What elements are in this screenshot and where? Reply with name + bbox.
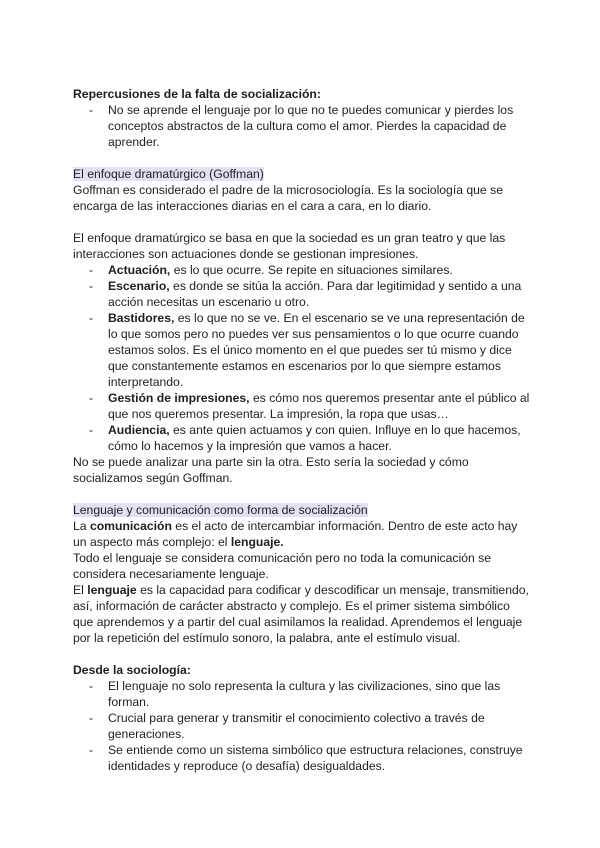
dash-bullet: -	[89, 391, 94, 405]
list-item	[73, 310, 533, 390]
term: Gestión de impresiones,	[108, 391, 250, 405]
term: Actuación,	[108, 263, 171, 277]
list-item	[73, 422, 533, 454]
list-item-text: El lenguaje no solo representa la cultura y las civilizaciones, sino que las forman.	[108, 679, 501, 709]
bold-term: lenguaje.	[230, 535, 284, 549]
list-item	[73, 742, 533, 774]
list-item	[73, 278, 533, 310]
dash-bullet: -	[89, 423, 94, 437]
text-run: es la capacidad para codificar y descodificar un mensaje, transmitiendo, así, información de carácter abstracto y complejo. Es el primer sistema simbólico que aprendemos y a partir del cual asimilamos la realidad. Aprendemos el lenguaje por la repetición del estímulo sonoro, la palabra, ante el estímulo visual.	[73, 583, 529, 645]
list-item-text: Crucial para generar y transmitir el conocimiento colectivo a través de generaciones.	[108, 711, 485, 741]
term: Audiencia,	[108, 423, 170, 437]
lenguaje-definition-paragraph	[73, 582, 533, 646]
goffman-closing: No se puede analizar una parte sin la otra. Esto sería la sociedad y cómo socializamos según Goffman.	[73, 455, 469, 485]
dash-bullet: -	[89, 743, 94, 757]
term: Escenario,	[108, 279, 170, 293]
sociologia-list	[73, 678, 533, 774]
document-body	[73, 86, 533, 774]
goffman-intro: Goffman es considerado el padre de la microsociología. Es la sociología que se encarga de las interacciones diarias en el cara a cara, en lo diario.	[73, 183, 503, 213]
list-item	[73, 390, 533, 422]
highlighted-heading: Lenguaje y comunicación como forma de socialización	[73, 503, 368, 517]
list-item-text: Se entiende como un sistema simbólico que estructura relaciones, construye identidades y reproduce (o desafía) desigualdades.	[108, 743, 523, 773]
dash-bullet: -	[89, 263, 94, 277]
text-run: El	[73, 583, 88, 597]
dash-bullet: -	[89, 311, 94, 325]
definition: es cómo nos queremos presentar ante el público al que nos queremos presentar. La impresión, la ropa que usas…	[108, 391, 530, 421]
definition: es lo que ocurre. Se repite en situaciones similares.	[170, 263, 453, 277]
comunicacion-paragraph	[73, 518, 533, 550]
bold-term: comunicación	[89, 519, 172, 533]
text-run: La	[73, 519, 90, 533]
dash-bullet: -	[89, 279, 94, 293]
lenguaje-comunicacion-paragraph: Todo el lenguaje se considera comunicación pero no toda la comunicación se considera necesariamente lenguaje.	[73, 551, 492, 581]
list-item	[73, 678, 533, 710]
list-item-text: No se aprende el lenguaje por lo que no te puedes comunicar y pierdes los conceptos abstractos de la cultura como el amor. Pierdes la capacidad de aprender.	[108, 103, 514, 149]
definition: es ante quien actuamos y con quien. Influye en lo que hacemos, cómo lo hacemos y la impresión que vamos a hacer.	[108, 423, 521, 453]
dash-bullet: -	[89, 103, 94, 117]
list-item	[73, 262, 533, 278]
list-item	[73, 102, 533, 150]
section-heading-repercusiones: Repercusiones de la falta de socialización:	[73, 87, 321, 101]
dash-bullet: -	[89, 679, 94, 693]
definition: es lo que no se ve. En el escenario se ve una representación de lo que somos pero no puedes ver sus pensamientos o lo que ocurre cuando estamos solos. Es el único momento en el que puedes ser tú mismo y dice que constantemente estamos en escenarios por lo que siempre estamos interpretando.	[108, 311, 525, 389]
goffman-paragraph: El enfoque dramatúrgico se basa en que la sociedad es un gran teatro y que las interacciones son actuaciones donde se gestionan impresiones.	[73, 231, 506, 261]
list-item	[73, 710, 533, 742]
section-heading-goffman	[73, 166, 533, 182]
repercusiones-list	[73, 102, 533, 150]
text-run: es el acto de intercambiar información. Dentro de este acto hay un aspecto más complejo: el	[73, 519, 518, 549]
definition: es donde se sitúa la acción. Para dar legitimidad y sentido a una acción necesitas un escenario u otro.	[108, 279, 522, 309]
goffman-list	[73, 262, 533, 454]
highlighted-heading: El enfoque dramatúrgico (Goffman)	[73, 167, 264, 181]
section-heading-lenguaje	[73, 502, 533, 518]
term: Bastidores,	[108, 311, 175, 325]
bold-term: lenguaje	[87, 583, 137, 597]
section-heading-sociologia: Desde la sociología:	[73, 663, 191, 677]
dash-bullet: -	[89, 711, 94, 725]
